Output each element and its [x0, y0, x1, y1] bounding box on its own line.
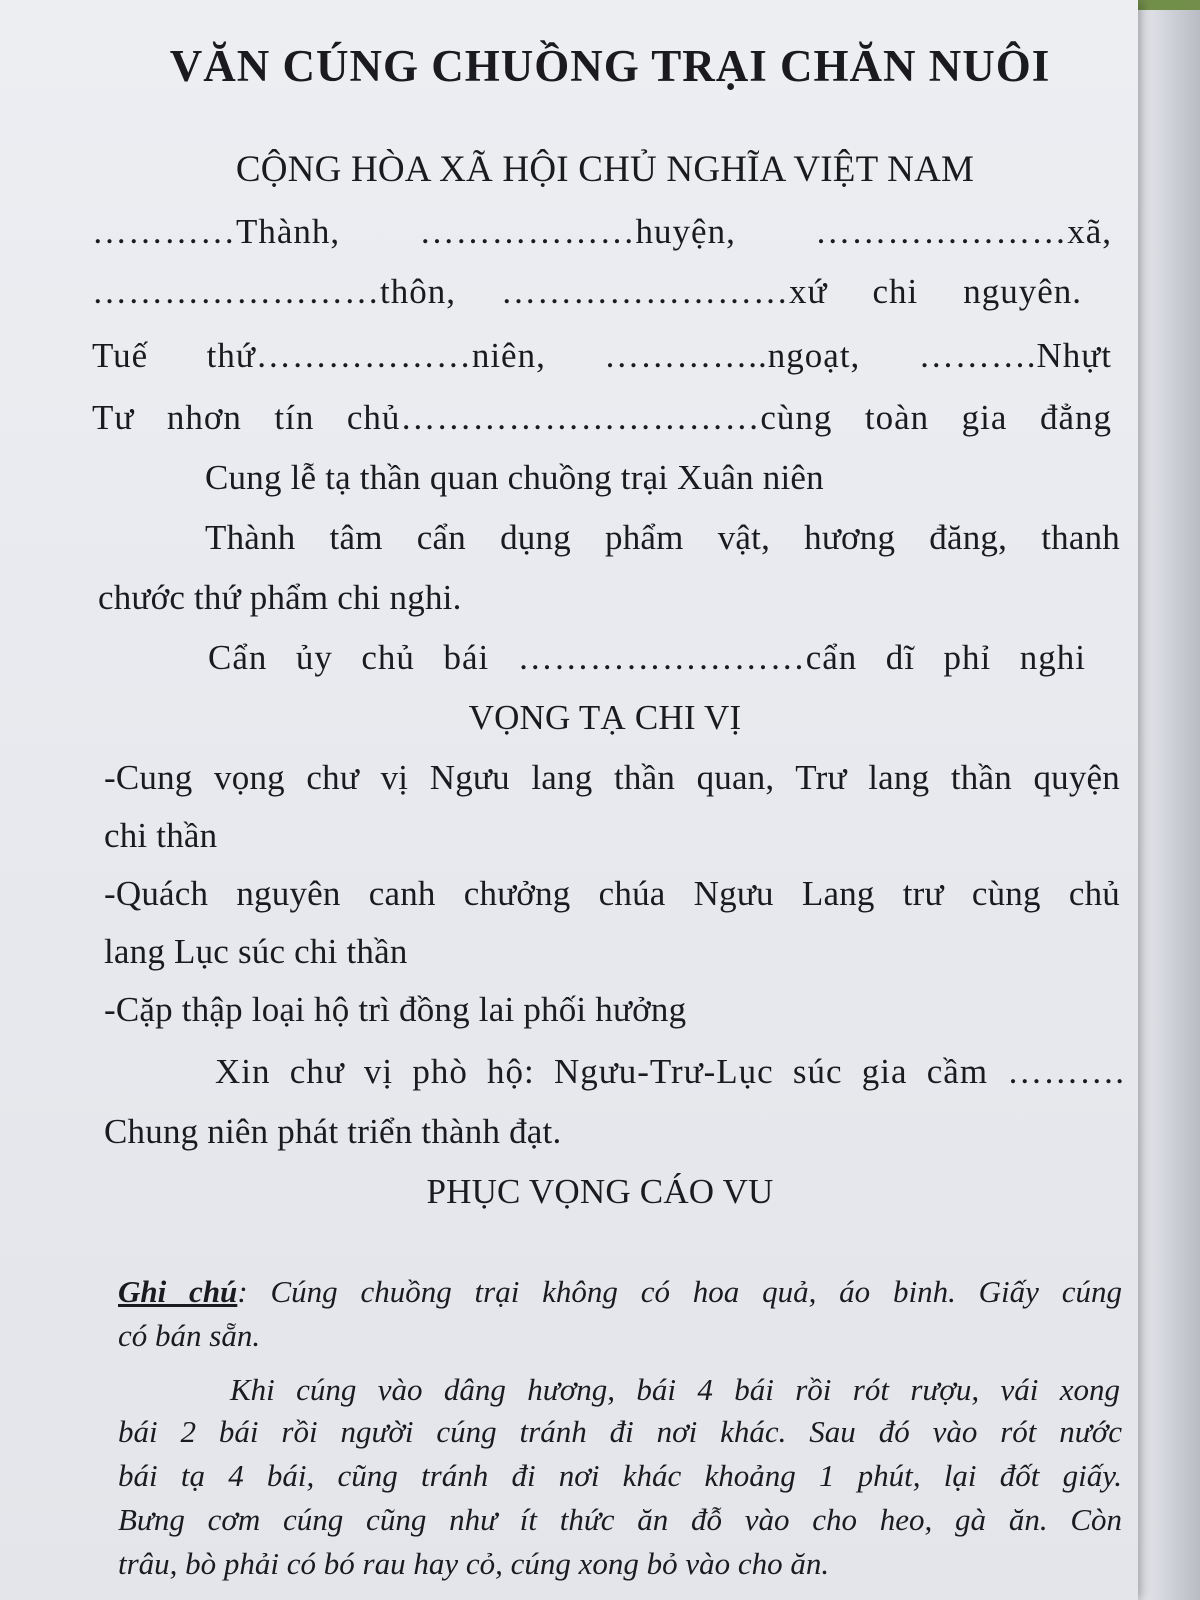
- note-line-1: [118, 1272, 1122, 1312]
- note-label: Ghi chú: [118, 1274, 238, 1309]
- note-line-6: Bưng cơm cúng cũng như ít thức ăn đỗ vào cho heo, gà ăn. Còn: [118, 1502, 1122, 1537]
- note-line-7: trâu, bò phải có bó rau hay cỏ, cúng xong bỏ vào cho ăn.: [118, 1546, 830, 1581]
- invocation-3: -Cặp thập loại hộ trì đồng lai phối hưởng: [104, 990, 687, 1029]
- note-text-1: : Cúng chuồng trại không có hoa quả, áo binh. Giấy cúng: [237, 1274, 1123, 1309]
- invocation-2a: -Quách nguyên canh chưởng chúa Ngưu Lang trư cùng chủ: [104, 874, 1120, 913]
- prayer-line-2: Chung niên phát triển thành đạt.: [104, 1112, 562, 1151]
- document-title: VĂN CÚNG CHUỒNG TRẠI CHĂN NUÔI: [169, 41, 1051, 91]
- note-line-2: có bán sẵn.: [118, 1318, 261, 1353]
- address-line-1: …………Thành, ………………huyện, …………………xã,: [92, 212, 1112, 251]
- invocation-1b: chi thần: [104, 816, 218, 855]
- date-line: Tuế thứ………………niên, …………..ngoạt, ……….Nhựt: [92, 336, 1112, 375]
- note-line-3: Khi cúng vào dâng hương, bái 4 bái rồi rót rượu, vái xong: [230, 1372, 1120, 1407]
- invocation-1a: -Cung vọng chư vị Ngưu lang thần quan, Trư lang thần quyện: [104, 758, 1120, 797]
- note-line-5: bái tạ 4 bái, cũng tránh đi nơi khác khoảng 1 phút, lại đốt giấy.: [118, 1458, 1122, 1493]
- section-heading-phuc-vong: PHỤC VỌNG CÁO VU: [426, 1172, 774, 1211]
- respect-line: Cẩn ủy chủ bái ……………………cẩn dĩ phỉ nghi: [208, 638, 1086, 677]
- devotion-line-1: Thành tâm cẩn dụng phẩm vật, hương đăng, thanh: [205, 518, 1120, 557]
- prayer-line-1: Xin chư vị phò hộ: Ngưu-Trư-Lục súc gia cầm ……….: [215, 1052, 1125, 1091]
- host-line: Tư nhơn tín chủ…………………………cùng toàn gia đẳng: [92, 398, 1112, 437]
- address-line-2: ……………………thôn, ……………………xứ chi nguyên.: [92, 272, 1082, 311]
- invocation-2b: lang Lục súc chi thần: [104, 932, 408, 971]
- offer-line: Cung lễ tạ thần quan chuồng trại Xuân niên: [205, 458, 824, 497]
- section-heading-vong-ta: VỌNG TẠ CHI VỊ: [468, 698, 742, 737]
- country-heading: CỘNG HÒA XÃ HỘI CHỦ NGHĨA VIỆT NAM: [235, 149, 975, 190]
- devotion-line-2: chước thứ phẩm chi nghi.: [98, 578, 462, 617]
- note-line-4: bái 2 bái rồi người cúng tránh đi nơi khác. Sau đó vào rót nước: [118, 1414, 1122, 1449]
